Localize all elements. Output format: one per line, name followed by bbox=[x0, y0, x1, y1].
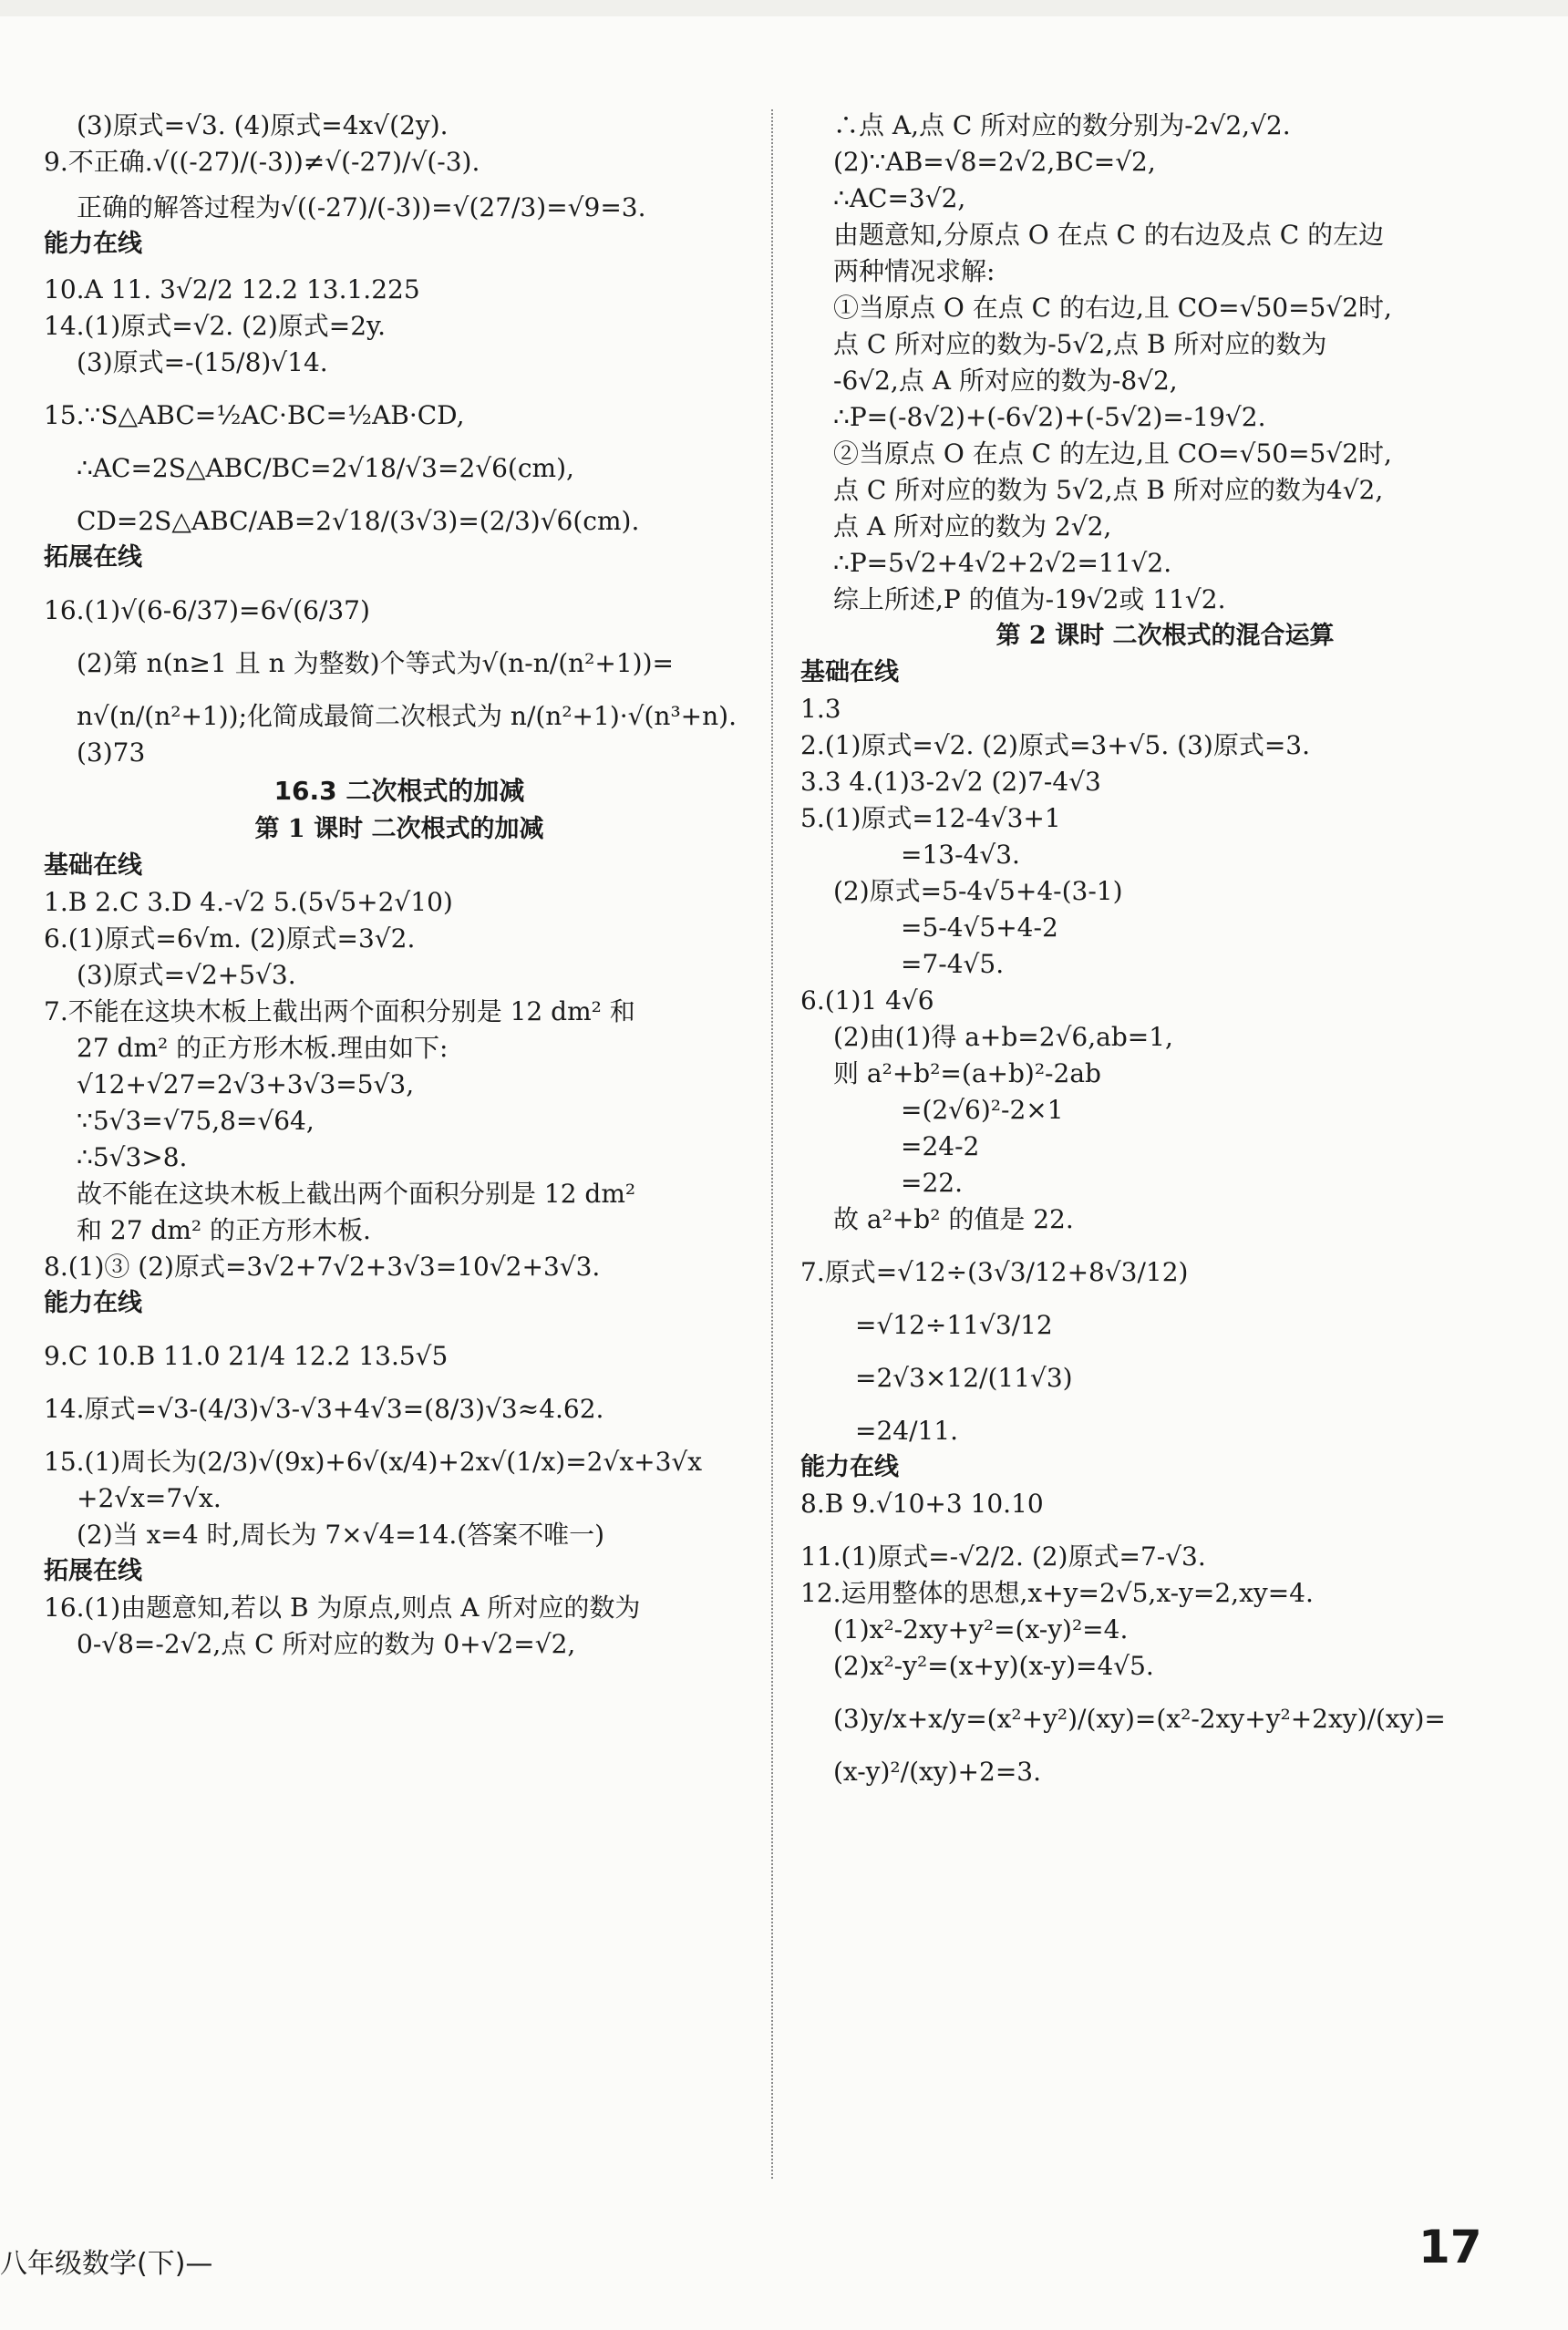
answer-line: 9.C 10.B 11.0 21/4 12.2 13.5√5 bbox=[44, 1341, 449, 1371]
answer-line: +2√x=7√x. bbox=[77, 1483, 222, 1513]
answer-line: 5.(1)原式=12-4√3+1 bbox=[800, 803, 1061, 833]
answer-line: (x-y)²/(xy)+2=3. bbox=[833, 1757, 1041, 1787]
answer-line: ∵5√3=√75,8=√64, bbox=[77, 1106, 315, 1136]
answer-line: 6.(1)原式=6√m. (2)原式=3√2. bbox=[44, 923, 416, 954]
answer-line: ∴AC=3√2, bbox=[833, 183, 966, 213]
answer-line: 正确的解答过程为√((-27)/(-3))=√(27/3)=√9=3. bbox=[77, 192, 646, 222]
left-column bbox=[44, 108, 755, 1663]
answer-line: (3)原式=√3. (4)原式=4x√(2y). bbox=[77, 110, 449, 140]
answer-line: =7-4√5. bbox=[901, 949, 1005, 979]
answer-line: 14.原式=√3-(4/3)√3-√3+4√3=(8/3)√3≈4.62. bbox=[44, 1394, 604, 1424]
answer-line: 10.A 11. 3√2/2 12.2 13.1.225 bbox=[44, 274, 420, 304]
answer-line: (3)y/x+x/y=(x²+y²)/(xy)=(x²-2xy+y²+2xy)/(xy)= bbox=[833, 1704, 1446, 1734]
answer-line: 15.(1)周长为(2/3)√(9x)+6√(x/4)+2x√(1/x)=2√x+3√x bbox=[44, 1447, 703, 1477]
answer-line: =(2√6)²-2×1 bbox=[901, 1095, 1064, 1125]
answer-line: 故 a²+b² 的值是 22. bbox=[833, 1204, 1074, 1234]
lesson-title: 第 2 课时 二次根式的混合运算 bbox=[995, 622, 1335, 650]
answer-line: 0-√8=-2√2,点 C 所对应的数为 0+√2=√2, bbox=[77, 1629, 576, 1659]
answer-line: 1.B 2.C 3.D 4.-√2 5.(5√5+2√10) bbox=[44, 887, 453, 917]
answer-line: ∴P=(-8√2)+(-6√2)+(-5√2)=-19√2. bbox=[833, 402, 1266, 432]
answer-line: =2√3×12/(11√3) bbox=[855, 1363, 1073, 1393]
answer-line: n√(n/(n²+1));化简成最简二次根式为 n/(n²+1)·√(n³+n). bbox=[77, 701, 737, 731]
answer-line: =24/11. bbox=[855, 1416, 959, 1446]
answer-line: 16.(1)由题意知,若以 B 为原点,则点 A 所对应的数为 bbox=[44, 1593, 641, 1623]
answer-line: 15.∵S△ABC=½AC·BC=½AB·CD, bbox=[44, 400, 465, 430]
answer-line: √12+√27=2√3+3√3=5√3, bbox=[77, 1069, 415, 1099]
page-number: 17 bbox=[1418, 2221, 1482, 2273]
answer-line: 12.运用整体的思想,x+y=2√5,x-y=2,xy=4. bbox=[800, 1578, 1314, 1608]
answer-line: (3)原式=-(15/8)√14. bbox=[77, 347, 328, 377]
answer-line: =13-4√3. bbox=[901, 840, 1020, 870]
right-column bbox=[800, 108, 1530, 1790]
answer-line: ∴P=5√2+4√2+2√2=11√2. bbox=[833, 548, 1172, 578]
answer-line: 点 C 所对应的数为-5√2,点 B 所对应的数为 bbox=[833, 329, 1327, 359]
answer-line: 则 a²+b²=(a+b)²-2ab bbox=[833, 1058, 1101, 1088]
section-heading: 能力在线 bbox=[44, 230, 142, 258]
answer-line: =22. bbox=[901, 1168, 963, 1198]
answer-line: 1.3 bbox=[800, 694, 841, 724]
chapter-title: 16.3 二次根式的加减 bbox=[273, 776, 525, 806]
answer-line: (2)∵AB=√8=2√2,BC=√2, bbox=[833, 147, 1156, 177]
answer-line: (3)原式=√2+5√3. bbox=[77, 960, 296, 990]
section-heading: 拓展在线 bbox=[44, 1557, 142, 1585]
answer-line: ∴点 A,点 C 所对应的数分别为-2√2,√2. bbox=[833, 110, 1291, 140]
answer-line: 2.(1)原式=√2. (2)原式=3+√5. (3)原式=3. bbox=[800, 730, 1310, 760]
answer-line: =5-4√5+4-2 bbox=[901, 912, 1058, 943]
answer-line: ∴5√3>8. bbox=[77, 1142, 188, 1172]
answer-line: (3)73 bbox=[77, 737, 146, 768]
answer-line: 11.(1)原式=-√2/2. (2)原式=7-√3. bbox=[800, 1541, 1206, 1572]
answer-line: ②当原点 O 在点 C 的左边,且 CO=√50=5√2时, bbox=[833, 438, 1392, 469]
answer-line: (2)由(1)得 a+b=2√6,ab=1, bbox=[833, 1022, 1173, 1052]
answer-line: =24-2 bbox=[901, 1131, 980, 1161]
answer-line: 由题意知,分原点 O 在点 C 的右边及点 C 的左边 bbox=[833, 220, 1385, 250]
answer-line: 7.不能在这块木板上截出两个面积分别是 12 dm² 和 bbox=[44, 996, 635, 1026]
answer-line: CD=2S△ABC/AB=2√18/(3√3)=(2/3)√6(cm). bbox=[77, 506, 640, 536]
answer-line: 故不能在这块木板上截出两个面积分别是 12 dm² bbox=[77, 1179, 636, 1209]
answer-line: 9.不正确.√((-27)/(-3))≠√(-27)/√(-3). bbox=[44, 147, 480, 177]
answer-line: (1)x²-2xy+y²=(x-y)²=4. bbox=[833, 1614, 1129, 1644]
answer-line: 3.3 4.(1)3-2√2 (2)7-4√3 bbox=[800, 767, 1101, 797]
answer-line: 点 C 所对应的数为 5√2,点 B 所对应的数为4√2, bbox=[833, 475, 1384, 505]
answer-line: 6.(1)1 4√6 bbox=[800, 985, 934, 1016]
answer-line: ∴AC=2S△ABC/BC=2√18/√3=2√6(cm), bbox=[77, 453, 574, 483]
column-divider bbox=[771, 109, 773, 2179]
section-heading: 能力在线 bbox=[800, 1453, 899, 1481]
answer-line: 8.B 9.√10+3 10.10 bbox=[800, 1489, 1044, 1519]
answer-line: 8.(1)③ (2)原式=3√2+7√2+3√3=10√2+3√3. bbox=[44, 1252, 601, 1282]
answer-line: 和 27 dm² 的正方形木板. bbox=[77, 1215, 371, 1245]
answer-line: 综上所述,P 的值为-19√2或 11√2. bbox=[833, 584, 1226, 614]
answer-line: 7.原式=√12÷(3√3/12+8√3/12) bbox=[800, 1257, 1189, 1287]
section-heading: 基础在线 bbox=[800, 658, 899, 686]
footer-book-title: 八年级数学(下)— bbox=[0, 2248, 213, 2280]
section-heading: 能力在线 bbox=[44, 1289, 142, 1317]
section-heading: 拓展在线 bbox=[44, 543, 142, 572]
page-top-strip bbox=[0, 0, 1568, 16]
answer-line: (2)原式=5-4√5+4-(3-1) bbox=[833, 876, 1123, 906]
answer-line: 27 dm² 的正方形木板.理由如下: bbox=[77, 1033, 449, 1063]
answer-line: ①当原点 O 在点 C 的右边,且 CO=√50=5√2时, bbox=[833, 293, 1392, 323]
lesson-title: 第 1 课时 二次根式的加减 bbox=[254, 815, 544, 843]
answer-line: 14.(1)原式=√2. (2)原式=2y. bbox=[44, 311, 387, 341]
answer-line: (2)当 x=4 时,周长为 7×√4=14.(答案不唯一) bbox=[77, 1520, 605, 1550]
answer-line: 点 A 所对应的数为 2√2, bbox=[833, 511, 1112, 541]
answer-line: 16.(1)√(6-6/37)=6√(6/37) bbox=[44, 595, 370, 625]
answer-line: (2)x²-y²=(x+y)(x-y)=4√5. bbox=[833, 1651, 1154, 1681]
answer-line: 两种情况求解: bbox=[833, 256, 995, 286]
answer-line: (2)第 n(n≥1 且 n 为整数)个等式为√(n-n/(n²+1))= bbox=[77, 648, 674, 678]
answer-line: -6√2,点 A 所对应的数为-8√2, bbox=[833, 366, 1178, 396]
answer-line: =√12÷11√3/12 bbox=[855, 1310, 1053, 1340]
section-heading: 基础在线 bbox=[44, 851, 142, 880]
